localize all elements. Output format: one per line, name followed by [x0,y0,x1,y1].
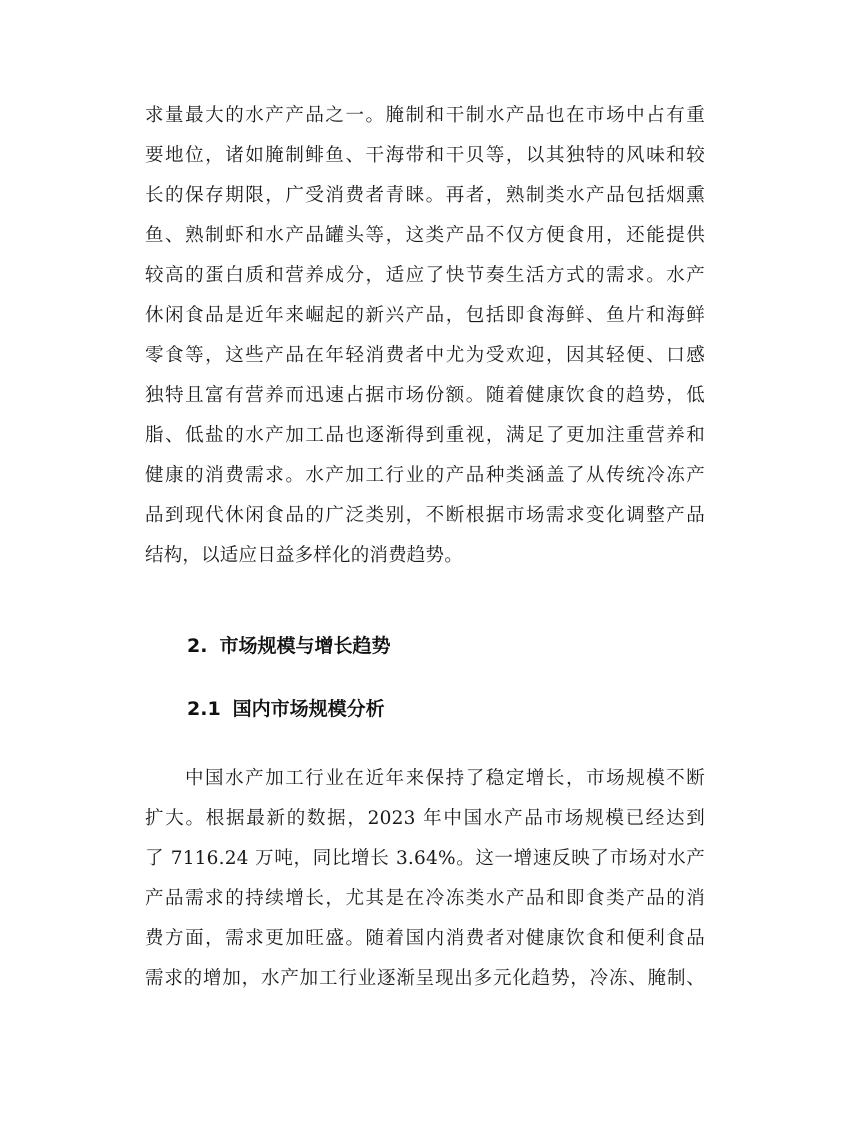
paragraph-line: 了 7116.24 万吨，同比增长 3.64%。这一增速反映了市场对水产 [145,848,705,869]
paragraph-line: 结构，以适应日益多样化的消费趋势。 [145,545,463,566]
section-heading-2-1 [187,694,385,724]
paragraph-line: 中国水产加工行业在近年来保持了稳定增长，市场规模不断 [185,768,705,789]
paragraph-line: 脂、低盐的水产加工品也逐渐得到重视，满足了更加注重营养和 [145,425,705,446]
paragraph-line: 休闲食品是近年来崛起的新兴产品，包括即食海鲜、鱼片和海鲜 [145,305,705,326]
section-number: 2.1 [187,698,221,720]
paragraph-line: 产品需求的持续增长，尤其是在冷冻类水产品和即食类产品的消 [145,888,705,909]
paragraph-line: 健康的消费需求。水产加工行业的产品种类涵盖了从传统冷冻产 [145,465,705,486]
section-heading-2 [187,631,390,661]
paragraph-line: 求量最大的水产产品之一。腌制和干制水产品也在市场中占有重 [145,105,705,126]
section-number: 2. [187,635,208,657]
paragraph-line: 鱼、熟制虾和水产品罐头等，这类产品不仅方便食用，还能提供 [145,225,705,246]
section-title: 市场规模与增长趋势 [219,635,391,657]
paragraph-line: 扩大。根据最新的数据，2023 年中国水产品市场规模已经达到 [145,808,705,829]
body-paragraph-market-size [145,759,705,999]
paragraph-line: 独特且富有营养而迅速占据市场份额。随着健康饮食的趋势，低 [145,385,705,406]
paragraph-line: 费方面，需求更加旺盛。随着国内消费者对健康饮食和便利食品 [145,928,705,949]
section-title: 国内市场规模分析 [232,698,385,720]
body-paragraph-product-types [145,96,705,576]
paragraph-line: 品到现代休闲食品的广泛类别，不断根据市场需求变化调整产品 [145,505,705,526]
paragraph-line: 较高的蛋白质和营养成分，适应了快节奏生活方式的需求。水产 [145,265,705,286]
paragraph-line: 要地位，诸如腌制鲱鱼、干海带和干贝等，以其独特的风味和较 [145,145,705,166]
paragraph-line: 零食等，这些产品在年轻消费者中尤为受欢迎，因其轻便、口感 [145,345,705,366]
paragraph-line: 长的保存期限，广受消费者青睐。再者，熟制类水产品包括烟熏 [145,185,705,206]
paragraph-line: 需求的增加，水产加工行业逐渐呈现出多元化趋势，冷冻、腌制、 [145,968,705,989]
